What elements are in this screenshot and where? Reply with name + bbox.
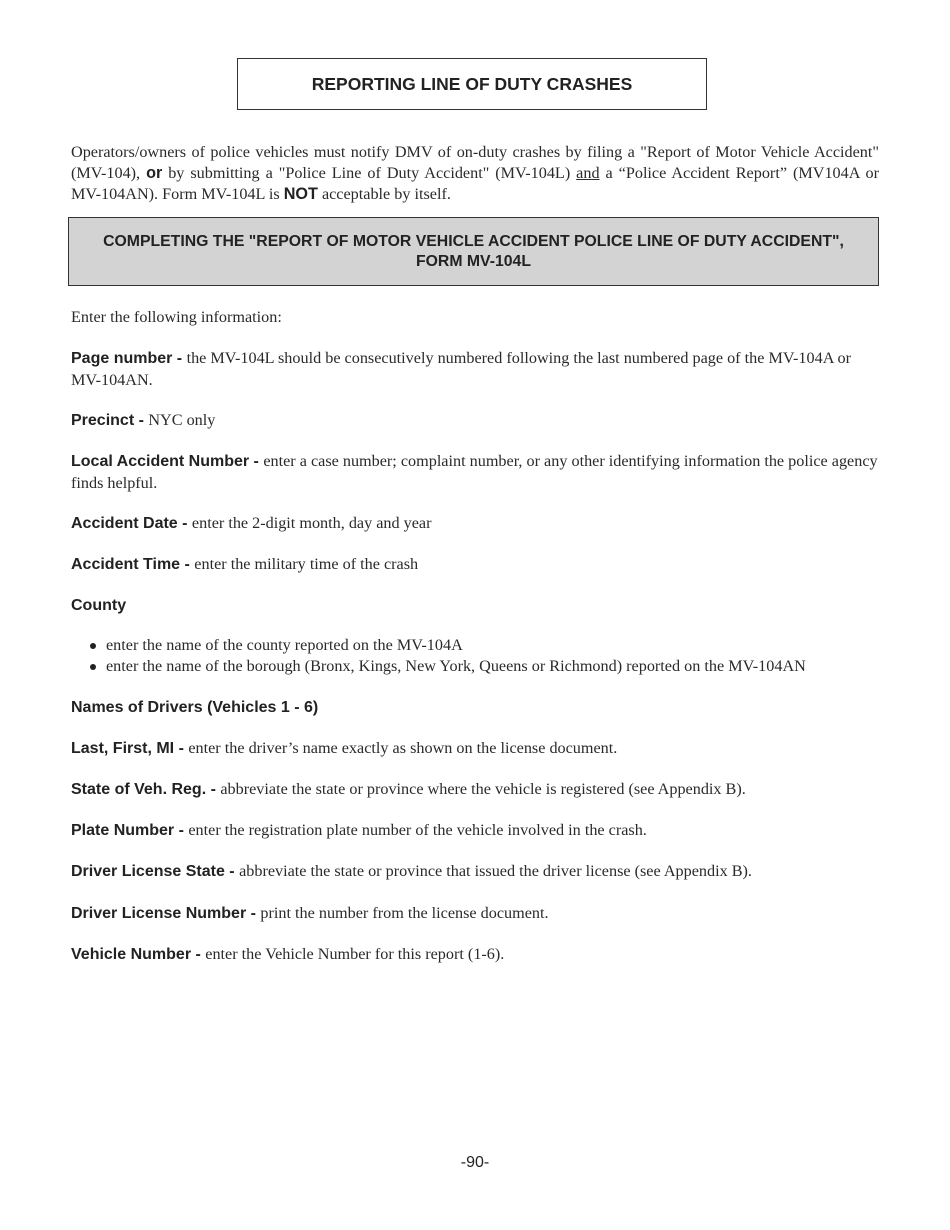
intro-and: and <box>576 163 600 182</box>
field-text: enter the military time of the crash <box>194 555 419 573</box>
field-text: enter the registration plate number of the vehicle involved in the crash. <box>188 821 647 839</box>
field-driver-license-state <box>71 861 879 883</box>
field-page-number <box>71 348 879 391</box>
field-label: Page number - <box>71 350 187 367</box>
list-item: enter the name of the county reported on the MV-104A <box>88 635 888 656</box>
page-number: -90- <box>460 1154 490 1171</box>
field-text: enter the driver’s name exactly as shown on the license document. <box>188 739 618 757</box>
field-label: Plate Number - <box>71 822 189 839</box>
field-label: County <box>71 597 127 614</box>
enter-info-text: Enter the following information: <box>71 308 282 326</box>
section-heading-line2: FORM MV-104L <box>416 252 531 270</box>
field-text: the MV-104L should be consecutively numbered following the last numbered page of the MV-104A or MV-104AN. <box>71 349 852 389</box>
field-local-accident-number <box>71 451 879 494</box>
field-label: State of Veh. Reg. - <box>71 781 221 798</box>
list-item: enter the name of the borough (Bronx, Kings, New York, Queens or Richmond) reported on the MV-104AN <box>88 656 888 677</box>
field-text: abbreviate the state or province where the vehicle is registered (see Appendix B). <box>220 780 746 798</box>
field-text: enter the 2-digit month, day and year <box>191 514 432 532</box>
field-text: print the number from the license document. <box>260 904 549 922</box>
field-text: abbreviate the state or province that issued the driver license (see Appendix B). <box>239 862 752 880</box>
field-precinct <box>71 410 879 432</box>
field-label: Last, First, MI - <box>71 740 189 757</box>
field-state-veh-reg <box>71 779 879 801</box>
field-text: NYC only <box>148 411 216 429</box>
field-label: Accident Date - <box>71 515 192 532</box>
page-title: REPORTING LINE OF DUTY CRASHES <box>237 58 707 110</box>
field-county <box>71 595 879 617</box>
field-label: Local Accident Number - <box>71 453 264 470</box>
county-bullet-list <box>88 635 888 677</box>
field-plate-number <box>71 820 879 842</box>
field-last-first-mi <box>71 738 879 760</box>
field-label: Names of Drivers (Vehicles 1 - 6) <box>71 699 319 716</box>
field-label: Driver License State - <box>71 863 240 880</box>
field-label: Precinct - <box>71 412 149 429</box>
section-heading-line1: COMPLETING THE "REPORT OF MOTOR VEHICLE ACCIDENT POLICE LINE OF DUTY ACCIDENT", <box>103 232 844 250</box>
intro-or: or <box>146 163 163 182</box>
field-label: Driver License Number - <box>71 905 261 922</box>
intro-paragraph: Operators/owners of police vehicles must notify DMV of on-duty crashes by filing a "Report of Motor Vehicle Accident" (MV-104), or by submitting a "Police Line of Duty Accident" (MV-104L) and a “Police Accident Report” (MV104A or MV-104AN). Form MV-104L is NOT acceptable by itself. <box>71 143 879 203</box>
field-accident-date <box>71 513 879 535</box>
field-label: Accident Time - <box>71 556 195 573</box>
intro-not: NOT <box>283 184 318 203</box>
field-vehicle-number <box>71 944 879 966</box>
field-label: Vehicle Number - <box>71 946 206 963</box>
field-names-of-drivers <box>71 697 879 719</box>
field-text: enter a case number; complaint number, or any other identifying information the police agency finds helpful. <box>71 452 878 492</box>
field-accident-time <box>71 554 879 576</box>
field-text: enter the Vehicle Number for this report (1-6). <box>205 945 505 963</box>
field-driver-license-number <box>71 903 879 925</box>
section-heading <box>68 217 879 286</box>
